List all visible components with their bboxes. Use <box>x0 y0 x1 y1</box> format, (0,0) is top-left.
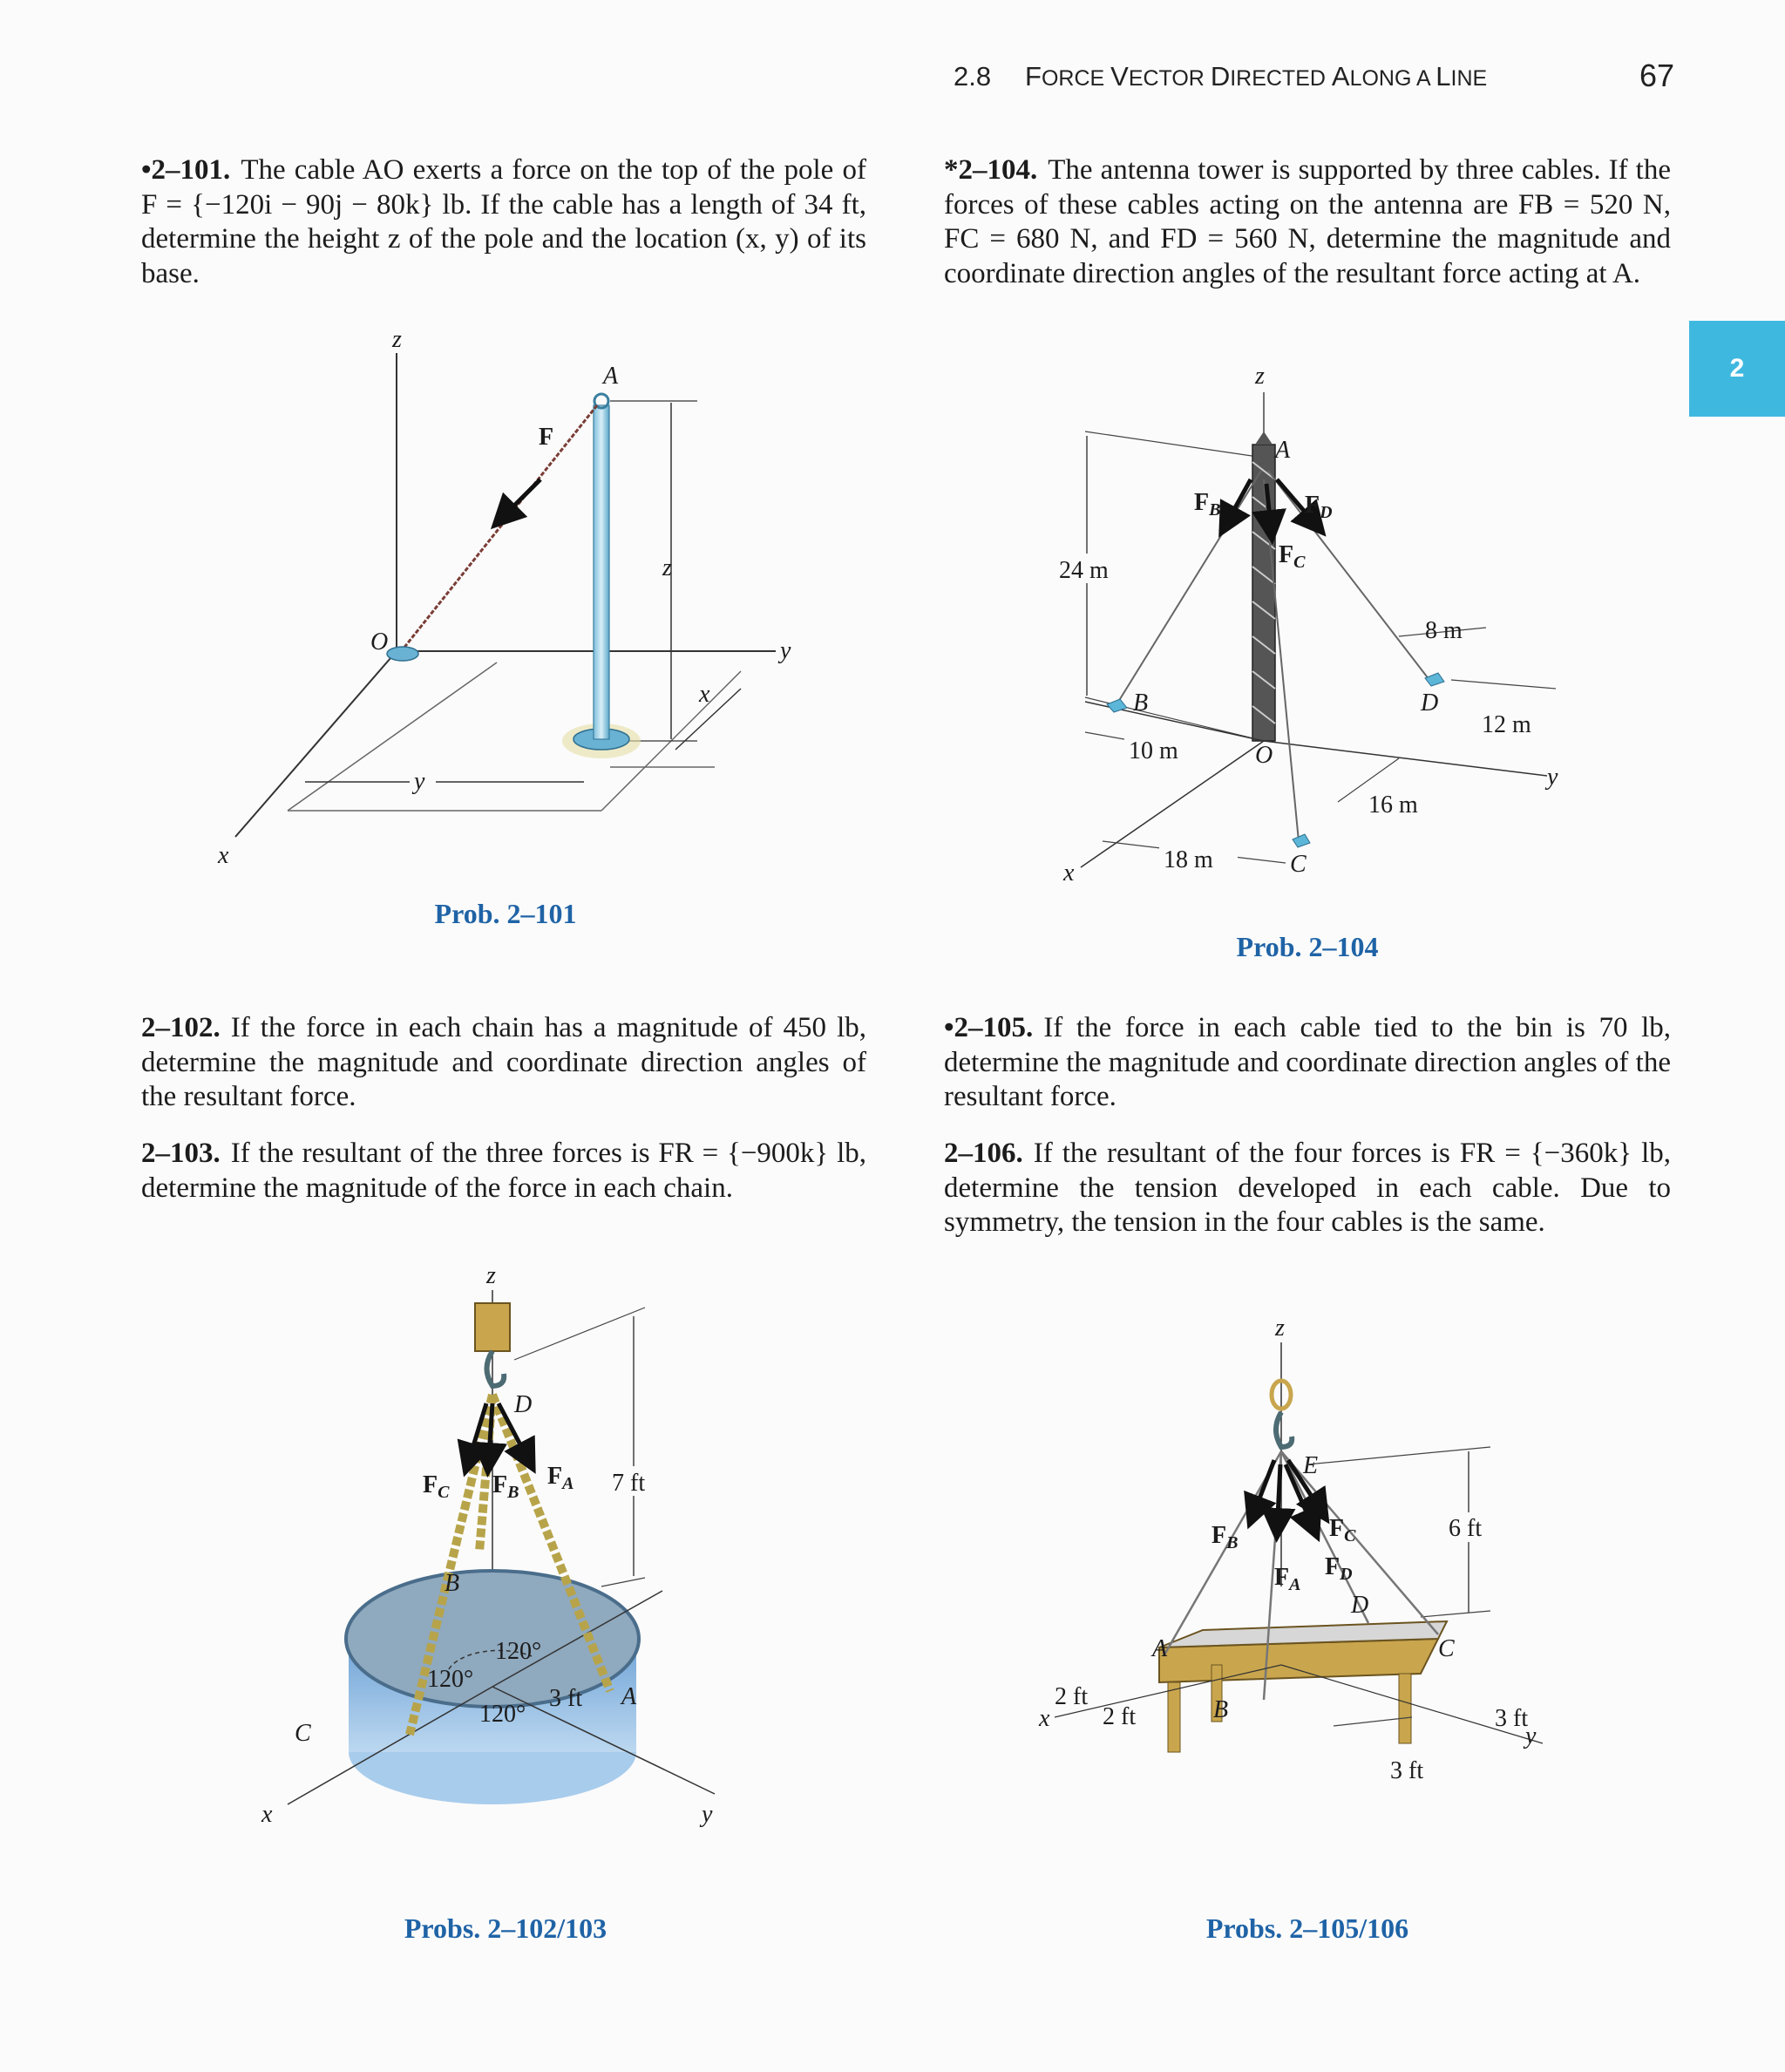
force-f-arrow <box>497 479 540 523</box>
force-fb-arrow <box>1223 479 1251 530</box>
problem-text: The cable AO exerts a force on the top of the pole of F = {−120i − 90j − 80k} lb. If the cable has a length of 34 ft, determine the height z of the pole and the location (x, y) of its base. <box>141 154 866 289</box>
problem-number: 2–106. <box>944 1138 1023 1169</box>
height-label: 7 ft <box>612 1470 646 1497</box>
z-axis-label: z <box>392 326 402 353</box>
dist-12m-label: 12 m <box>1482 711 1531 738</box>
point-d-label: D <box>514 1391 533 1418</box>
dist-2ft-b: 2 ft <box>1103 1703 1137 1730</box>
anchor-c <box>1293 834 1310 847</box>
problem-2-102 <box>141 1011 866 1115</box>
angle-120-top: 120° <box>495 1638 542 1665</box>
figure-2-105 <box>1028 1316 1569 1804</box>
point-o-label: O <box>370 628 389 656</box>
z-axis-label: z <box>1255 363 1265 390</box>
point-a-label: A <box>1152 1635 1168 1662</box>
figure-2-101 <box>200 323 828 889</box>
force-fc-label: $F_C$ <box>1329 1515 1356 1546</box>
problem-number: •2–105. <box>944 1012 1034 1043</box>
anchor-o <box>387 647 418 661</box>
angle-120-left: 120° <box>427 1666 474 1693</box>
height-label: 24 m <box>1059 557 1109 584</box>
leg-2 <box>1399 1674 1411 1743</box>
point-b-label: B <box>445 1570 460 1597</box>
title-word-2: VECTOR <box>1110 61 1211 92</box>
figure-2-102 <box>253 1262 713 1839</box>
force-fa-label: $F_A$ <box>547 1463 574 1493</box>
z-axis-label: z <box>1275 1315 1285 1342</box>
force-fc-label: $F_C$ <box>1279 541 1306 572</box>
y-axis-label: y <box>1525 1722 1537 1749</box>
point-o-label: O <box>1255 742 1273 769</box>
point-e-label: E <box>1303 1452 1319 1479</box>
pole <box>594 405 609 739</box>
problem-number: 2–102. <box>141 1012 221 1043</box>
problem-2-104 <box>944 153 1671 291</box>
height-dimension-label: z <box>662 554 672 581</box>
y-axis-label: y <box>1547 764 1558 791</box>
cable-ao <box>403 405 597 649</box>
problem-number: *2–104. <box>944 154 1038 186</box>
running-header <box>950 58 1678 105</box>
chapter-tab: 2 <box>1689 321 1785 417</box>
force-fa-arrow <box>1277 1464 1280 1534</box>
section-number: 2.8 <box>954 61 992 92</box>
z-axis-label: z <box>486 1262 496 1289</box>
problem-text: If the force in each cable tied to the bin is 70 lb, determine the magnitude and coordinate direction angles of the resultant force. <box>944 1012 1671 1112</box>
problem-number: 2–103. <box>141 1138 221 1169</box>
y-axis-label: y <box>702 1801 713 1828</box>
point-a-label: A <box>603 363 619 390</box>
title-word-4: ALONG A <box>1331 61 1436 92</box>
caption-2-104: Prob. 2–104 <box>1236 931 1379 962</box>
problem-text: If the force in each chain has a magnitude of 450 lb, determine the magnitude and coordinate direction angles of the resultant force. <box>141 1012 866 1112</box>
problem-number: •2–101. <box>141 154 231 186</box>
caption-2-101: Prob. 2–101 <box>434 898 577 929</box>
radius-label: 3 ft <box>549 1685 583 1712</box>
force-fd-label: $F_D$ <box>1325 1553 1353 1584</box>
height-label: 6 ft <box>1449 1515 1483 1542</box>
problem-2-106 <box>944 1137 1671 1240</box>
point-c-label: C <box>1438 1635 1455 1662</box>
force-fb-label: $F_B$ <box>492 1471 519 1502</box>
point-d-label: D <box>1421 690 1439 717</box>
point-b-label: B <box>1133 690 1149 717</box>
x-dimension-label: x <box>699 681 710 708</box>
dist-3ft-a: 3 ft <box>1495 1705 1529 1732</box>
y-axis-label: y <box>780 637 791 664</box>
caption-2-105-106: Probs. 2–105/106 <box>1205 1912 1409 1944</box>
problem-2-105 <box>944 1011 1671 1115</box>
problem-2-101 <box>141 153 866 291</box>
hook <box>487 1351 505 1386</box>
angle-120-bottom: 120° <box>479 1701 526 1728</box>
title-word-3: DIRECTED <box>1210 61 1332 92</box>
x-axis-label: x <box>1063 859 1075 887</box>
x-axis-line <box>235 651 397 837</box>
anchor-d <box>1425 673 1444 686</box>
problem-text: If the resultant of the three forces is FR = {−900k} lb, determine the magnitude of the force in each chain. <box>141 1138 866 1204</box>
x-axis-label: x <box>218 842 229 869</box>
dist-10m-label: 10 m <box>1129 737 1178 764</box>
point-d-label: D <box>1351 1592 1369 1619</box>
leg-1 <box>1168 1682 1180 1752</box>
force-fb-label: $F_B$ <box>1211 1522 1239 1552</box>
title-word-1: FORCE <box>1025 61 1111 92</box>
force-f-label: F <box>539 424 554 451</box>
pulley-block <box>475 1303 510 1351</box>
force-fc-label: $F_C$ <box>423 1471 450 1502</box>
cable-ad <box>1268 471 1429 680</box>
force-fa-label: $F_A$ <box>1274 1564 1301 1594</box>
title-word-5: LINE <box>1435 61 1488 92</box>
x-axis-label: x <box>1039 1705 1050 1732</box>
point-c-label: C <box>295 1720 311 1747</box>
point-a-label: A <box>621 1683 637 1710</box>
dist-8m-label: 8 m <box>1425 617 1463 644</box>
dist-2ft-a: 2 ft <box>1055 1683 1089 1710</box>
figure-2-104 <box>1033 357 1564 898</box>
point-c-label: C <box>1290 851 1307 878</box>
dist-3ft-b: 3 ft <box>1390 1757 1424 1784</box>
caption-2-102-103: Probs. 2–102/103 <box>404 1912 607 1944</box>
cable-ab <box>1116 471 1261 706</box>
x-axis-label: x <box>261 1801 273 1828</box>
point-b-label: B <box>1213 1696 1229 1723</box>
dist-16m-label: 16 m <box>1368 791 1418 819</box>
problem-text: If the resultant of the four forces is FR = {−360k} lb, determine the tension developed in each cable. Due to symmetry, the tension in the four cables is the same. <box>944 1138 1671 1238</box>
section-title <box>1025 61 1487 92</box>
force-fd-label: $F_D$ <box>1305 492 1333 522</box>
problem-text: The antenna tower is supported by three cables. If the forces of these cables acting on the antenna are FB = 520 N, FC = 680 N, and FD = 560 N, determine the magnitude and coordinate direction angles of the resultant force acting at A. <box>944 154 1671 289</box>
dist-18m-label: 18 m <box>1164 846 1213 873</box>
problem-2-103 <box>141 1137 866 1206</box>
y-dimension-label: y <box>414 768 425 795</box>
tower <box>1252 445 1275 741</box>
y-axis-line <box>1264 741 1547 776</box>
page-number: 67 <box>1639 58 1674 93</box>
force-fb-arrow <box>1251 1460 1274 1521</box>
force-fb-label: $F_B$ <box>1194 489 1221 520</box>
hook <box>1276 1412 1292 1447</box>
point-a-label: A <box>1275 437 1291 464</box>
